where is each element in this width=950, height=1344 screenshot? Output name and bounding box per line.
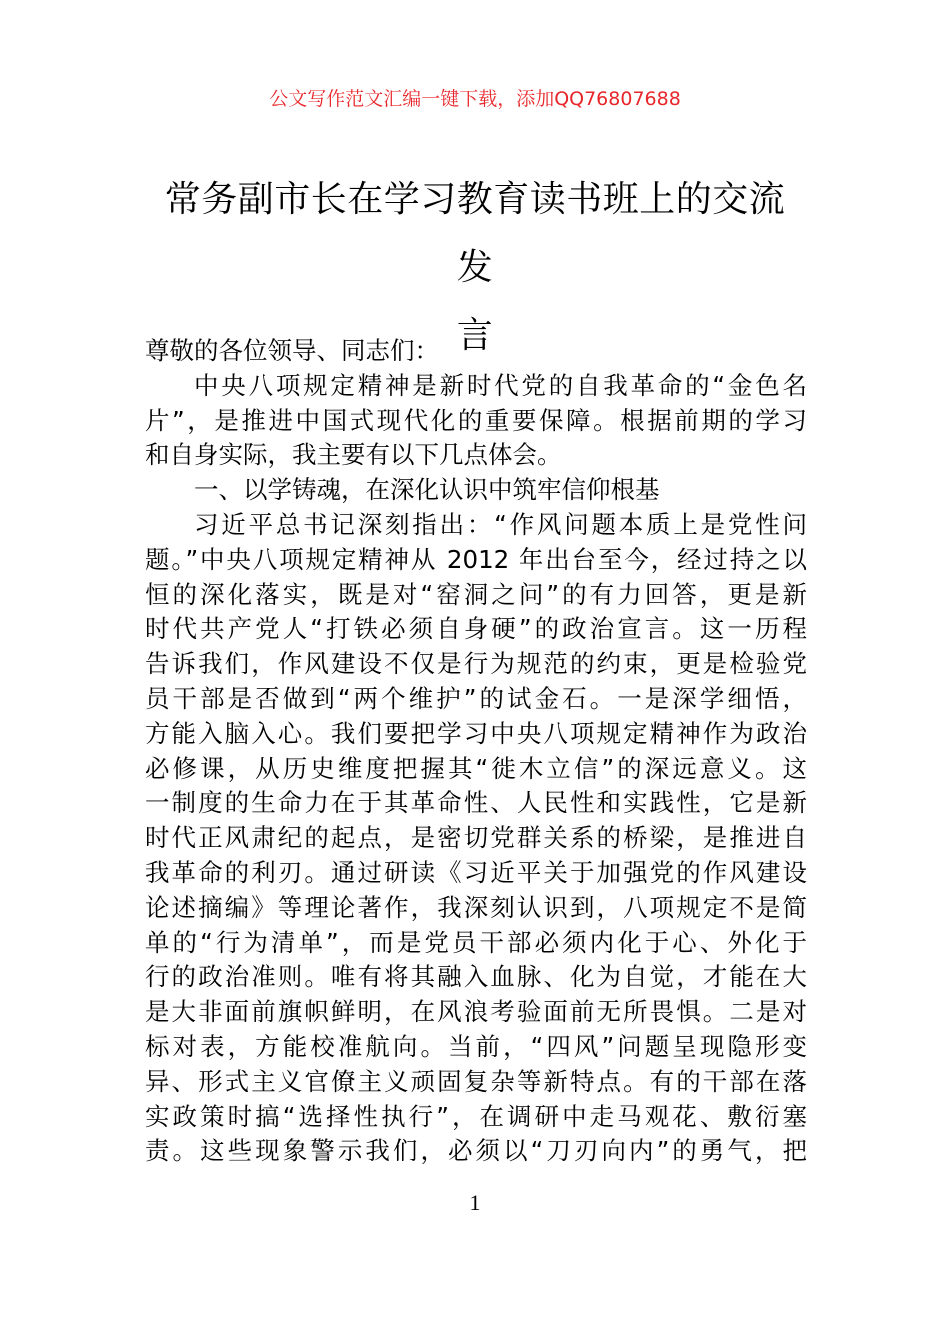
paragraph-line: 论述摘编》等理论著作，我深刻认识到，八项规定不是简: [145, 892, 807, 922]
paragraph-line: 习近平总书记深刻指出：“作风问题本质上是党性问: [194, 509, 807, 539]
paragraph-line: 责。这些现象警示我们，必须以“刀刃向内”的勇气，把: [145, 1136, 807, 1166]
paragraph-line: 时代正风肃纪的起点，是密切党群关系的桥梁，是推进自: [145, 823, 807, 853]
paragraph-line: 和自身实际，我主要有以下几点体会。: [145, 440, 562, 470]
paragraph-line: 是大非面前旗帜鲜明，在风浪考验面前无所畏惧。二是对: [145, 997, 807, 1027]
paragraph-line: 标对表，方能校准航向。当前，“四风”问题呈现隐形变: [145, 1031, 807, 1061]
paragraph-line: 时代共产党人“打铁必须自身硬”的政治宣言。这一历程: [145, 614, 807, 644]
paragraph-line: 员干部是否做到“两个维护”的试金石。一是深学细悟，: [145, 683, 807, 713]
section-heading: 一、以学铸魂，在深化认识中筑牢信仰根基: [194, 475, 660, 505]
title-line-2: 言: [456, 315, 494, 356]
paragraph-line: 告诉我们，作风建设不仅是行为规范的约束，更是检验党: [145, 649, 807, 679]
paragraph-line: 行的政治准则。唯有将其融入血脉、化为自觉，才能在大: [145, 962, 807, 992]
title-line-1: 常务副市长在学习教育读书班上的交流发: [164, 179, 786, 288]
paragraph-line: 题。”中央八项规定精神从 2012 年出台至今，经过持之以: [145, 544, 807, 574]
promo-banner: 公文写作范文汇编一键下载，添加QQ76807688: [269, 88, 681, 110]
salutation: 尊敬的各位领导、同志们：: [145, 336, 439, 365]
paragraph-line: 一制度的生命力在于其革命性、人民性和实践性，它是新: [145, 788, 807, 818]
document-body: [145, 334, 807, 1169]
paragraph-line: 必修课，从历史维度把握其“徙木立信”的深远意义。这: [145, 753, 807, 783]
paragraph-line: 方能入脑入心。我们要把学习中央八项规定精神作为政治: [145, 718, 807, 748]
paragraph-line: 中央八项规定精神是新时代党的自我革命的“金色名: [194, 370, 807, 400]
paragraph-line: 我革命的利刃。通过研读《习近平关于加强党的作风建设: [145, 857, 807, 887]
paragraph-line: 片”，是推进中国式现代化的重要保障。根据前期的学习: [145, 405, 807, 435]
paragraph-line: 实政策时搞“选择性执行”，在调研中走马观花、敷衍塞: [145, 1101, 807, 1131]
paragraph-line: 恒的深化落实，既是对“窑洞之问”的有力回答，更是新: [145, 579, 807, 609]
paragraph-line: 异、形式主义官僚主义顽固复杂等新特点。有的干部在落: [145, 1066, 807, 1096]
page-number: 1: [469, 1190, 481, 1215]
paragraph-line: 单的“行为清单”，而是党员干部必须内化于心、外化于: [145, 927, 807, 957]
